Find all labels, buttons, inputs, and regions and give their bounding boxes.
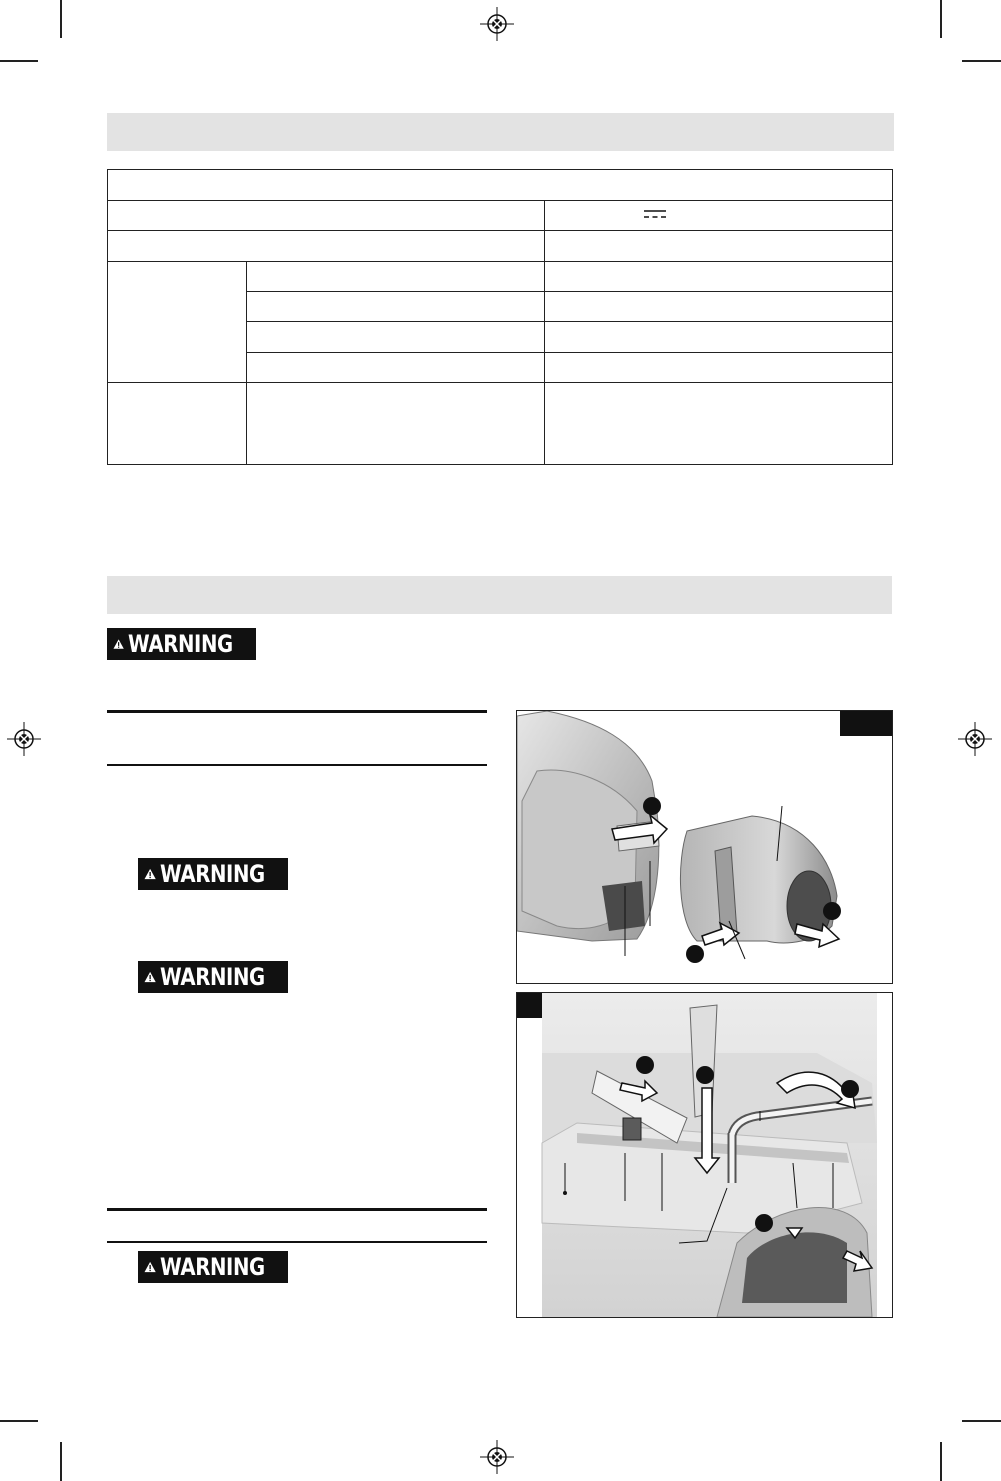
table-cell	[545, 353, 893, 383]
crop-mark-top-left-v	[60, 0, 62, 38]
registration-mark-icon	[480, 1440, 514, 1474]
warning-triangle-icon	[144, 966, 156, 988]
table-cell	[545, 383, 893, 465]
dc-voltage-symbol-icon	[643, 208, 667, 220]
table-cell	[246, 262, 544, 292]
figure-hex-key-adjustment	[516, 992, 893, 1318]
table-cell	[108, 383, 247, 465]
table-cell	[545, 292, 893, 322]
registration-mark-icon	[480, 7, 514, 41]
figure-battery-pack	[516, 710, 893, 984]
table-cell	[108, 170, 893, 201]
warning-triangle-icon	[113, 633, 124, 655]
section-header-bar-assembly	[107, 576, 892, 614]
crop-mark-bottom-left-v	[60, 1442, 62, 1481]
table-cell	[246, 353, 544, 383]
table-cell	[246, 292, 544, 322]
table-row	[108, 231, 893, 262]
warning-triangle-icon	[144, 1256, 156, 1278]
warning-label: WARNING	[160, 1253, 266, 1281]
table-cell	[545, 231, 893, 262]
table-cell	[246, 322, 544, 353]
warning-triangle-icon	[144, 863, 156, 885]
table-row	[108, 262, 893, 292]
table-row	[108, 170, 893, 201]
specifications-table	[107, 169, 893, 465]
subsection-rule-bottom	[107, 764, 487, 766]
crop-mark-top-right-v	[940, 0, 942, 38]
crop-mark-bottom-right-h	[962, 1420, 1001, 1422]
crop-mark-bottom-left-h	[0, 1420, 38, 1422]
table-row	[108, 201, 893, 231]
warning-badge	[138, 1251, 288, 1283]
subsection-rule-bottom	[107, 1241, 487, 1243]
warning-badge	[107, 628, 256, 660]
table-row	[108, 383, 893, 465]
crop-mark-bottom-right-v	[940, 1442, 942, 1481]
warning-label: WARNING	[128, 630, 234, 658]
table-cell	[545, 201, 893, 231]
crop-mark-top-right-h	[962, 60, 1001, 62]
table-cell	[108, 262, 247, 383]
registration-mark-icon	[7, 722, 41, 756]
section-header-bar-specifications	[107, 113, 894, 151]
crop-mark-top-left-h	[0, 60, 38, 62]
registration-mark-icon	[958, 722, 992, 756]
table-cell	[246, 383, 544, 465]
warning-badge	[138, 858, 288, 890]
battery-pack-illustration	[517, 711, 892, 983]
warning-badge	[138, 961, 288, 993]
table-cell	[545, 322, 893, 353]
hex-key-adjustment-illustration	[517, 993, 892, 1317]
subsection-rule-top	[107, 710, 487, 713]
subsection-rule-top	[107, 1208, 487, 1211]
table-cell	[545, 262, 893, 292]
warning-label: WARNING	[160, 963, 266, 991]
table-cell	[108, 231, 545, 262]
warning-label: WARNING	[160, 860, 266, 888]
table-cell	[108, 201, 545, 231]
